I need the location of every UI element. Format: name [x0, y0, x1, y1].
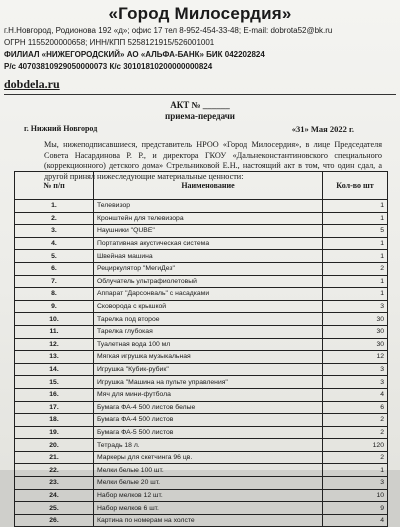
item-name: Облучатель ультрафиолетовый: [94, 275, 323, 288]
act-subtitle: приема-передачи: [165, 111, 235, 121]
table-row: [15, 338, 388, 351]
table-row: [15, 275, 388, 288]
registration-line: ОГРН 1155200000658; ИНН/КПП 5258121915/526001001: [4, 38, 215, 47]
item-quantity: 1: [323, 212, 388, 225]
item-name: Швейная машина: [94, 250, 323, 263]
act-title: АКТ № ______: [170, 100, 230, 110]
item-quantity: 1: [323, 237, 388, 250]
item-quantity: 1: [323, 288, 388, 301]
table-row: [15, 200, 388, 213]
column-header-number: № п/п: [15, 172, 94, 200]
table-row: [15, 288, 388, 301]
row-number: 9.: [15, 300, 94, 313]
row-number: 16.: [15, 388, 94, 401]
item-name: Кронштейн для телевизора: [94, 212, 323, 225]
account-line: Р/с 40703810929050000073 К/с 30101810200000000824: [4, 62, 213, 71]
table-row: [15, 514, 388, 527]
item-name: Бумага ФА-4 500 листов белые: [94, 401, 323, 414]
row-number: 10.: [15, 313, 94, 326]
table-row: [15, 376, 388, 389]
item-quantity: 30: [323, 338, 388, 351]
row-number: 23.: [15, 477, 94, 490]
table-row: [15, 439, 388, 452]
table-row: [15, 451, 388, 464]
row-number: 24.: [15, 489, 94, 502]
row-number: 21.: [15, 451, 94, 464]
row-number: 15.: [15, 376, 94, 389]
table-row: [15, 300, 388, 313]
item-name: Мелки белые 20 шт.: [94, 477, 323, 490]
item-quantity: 9: [323, 502, 388, 515]
row-number: 26.: [15, 514, 94, 527]
organization-title: «Город Милосердия»: [108, 4, 292, 23]
item-name: Бумага ФА-4 500 листов: [94, 414, 323, 427]
bank-line: ФИЛИАЛ «НИЖЕГОРОДСКИЙ» АО «АЛЬФА-БАНК» БИК 042202824: [4, 50, 265, 59]
city-label: г. Нижний Новгород: [24, 124, 98, 133]
row-number: 17.: [15, 401, 94, 414]
item-quantity: 120: [323, 439, 388, 452]
act-paragraph: Мы, нижеподписавшиеся, представитель НРОО «Город Милосердия», в лице Председателя Совета Насардинова Р. Р., и директора ГКОУ «Дальнеконстантиновского специального (коррекционного) детского дома» Стрельниковой Е.Н., настоящий акт в том, что один сдал, а другой принял нижеследующие материальные ценности:: [44, 140, 382, 181]
item-name: Сковорода с крышкой: [94, 300, 323, 313]
item-quantity: 2: [323, 414, 388, 427]
item-quantity: 5: [323, 225, 388, 238]
row-number: 12.: [15, 338, 94, 351]
column-header-name: Наименование: [94, 172, 323, 200]
item-quantity: 2: [323, 262, 388, 275]
item-name: Аппарат "Дарсонваль" с насадками: [94, 288, 323, 301]
table-row: [15, 401, 388, 414]
table-row: [15, 464, 388, 477]
item-quantity: 12: [323, 351, 388, 364]
row-number: 11.: [15, 325, 94, 338]
item-quantity: 1: [323, 250, 388, 263]
row-number: 6.: [15, 262, 94, 275]
item-name: Мягкая игрушка музыкальная: [94, 351, 323, 364]
item-name: Набор мелков 12 шт.: [94, 489, 323, 502]
row-number: 7.: [15, 275, 94, 288]
table-row: [15, 363, 388, 376]
row-number: 2.: [15, 212, 94, 225]
item-name: Портативная акустическая система: [94, 237, 323, 250]
item-quantity: 1: [323, 275, 388, 288]
item-name: Игрушка "Кубик-рубик": [94, 363, 323, 376]
item-name: Мяч для мини-футбола: [94, 388, 323, 401]
table-row: [15, 426, 388, 439]
item-quantity: 3: [323, 477, 388, 490]
item-name: Туалетная вода 100 мл: [94, 338, 323, 351]
row-number: 22.: [15, 464, 94, 477]
column-header-qty: Кол-во шт: [323, 172, 388, 200]
item-quantity: 10: [323, 489, 388, 502]
row-number: 8.: [15, 288, 94, 301]
item-quantity: 30: [323, 313, 388, 326]
table-row: [15, 237, 388, 250]
items-table: [14, 171, 388, 527]
table-row: [15, 325, 388, 338]
table-row: [15, 262, 388, 275]
item-name: Тарелка глубокая: [94, 325, 323, 338]
table-row: [15, 414, 388, 427]
item-name: Набор мелков 6 шт.: [94, 502, 323, 515]
table-row: [15, 502, 388, 515]
item-quantity: 2: [323, 426, 388, 439]
table-row: [15, 250, 388, 263]
item-name: Телевизор: [94, 200, 323, 213]
table-header-row: [15, 172, 388, 200]
header-divider: [4, 94, 396, 95]
item-name: Тетрадь 18 л.: [94, 439, 323, 452]
row-number: 13.: [15, 351, 94, 364]
item-quantity: 3: [323, 363, 388, 376]
item-name: Тарелка под второе: [94, 313, 323, 326]
item-quantity: 6: [323, 401, 388, 414]
item-quantity: 4: [323, 388, 388, 401]
row-number: 19.: [15, 426, 94, 439]
table-row: [15, 489, 388, 502]
table-row: [15, 388, 388, 401]
table-row: [15, 212, 388, 225]
item-quantity: 1: [323, 464, 388, 477]
item-name: Бумага ФА-5 500 листов: [94, 426, 323, 439]
row-number: 1.: [15, 200, 94, 213]
item-quantity: 4: [323, 514, 388, 527]
table-row: [15, 225, 388, 238]
table-row: [15, 351, 388, 364]
item-quantity: 3: [323, 376, 388, 389]
row-number: 14.: [15, 363, 94, 376]
table-row: [15, 313, 388, 326]
item-name: Игрушка "Машина на пульте управления": [94, 376, 323, 389]
row-number: 5.: [15, 250, 94, 263]
row-number: 20.: [15, 439, 94, 452]
row-number: 18.: [15, 414, 94, 427]
item-name: Наушники "QUBE": [94, 225, 323, 238]
act-date: «31» Мая 2022 г.: [291, 124, 354, 134]
item-name: Картина по номерам на холсте: [94, 514, 323, 527]
website-link[interactable]: dobdela.ru: [4, 77, 60, 91]
table-row: [15, 477, 388, 490]
item-name: Рециркулятор "МегиДез": [94, 262, 323, 275]
item-name: Маркеры для скетчинга 96 цв.: [94, 451, 323, 464]
item-quantity: 1: [323, 200, 388, 213]
item-quantity: 30: [323, 325, 388, 338]
row-number: 4.: [15, 237, 94, 250]
contact-line: г.Н.Новгород, Родионова 192 «д»; офис 17 тел 8-952-454-33-48; E-mail: dobrota52@bk.ru: [4, 26, 333, 35]
item-quantity: 2: [323, 451, 388, 464]
row-number: 25.: [15, 502, 94, 515]
item-quantity: 3: [323, 300, 388, 313]
row-number: 3.: [15, 225, 94, 238]
item-name: Мелки белые 100 шт.: [94, 464, 323, 477]
